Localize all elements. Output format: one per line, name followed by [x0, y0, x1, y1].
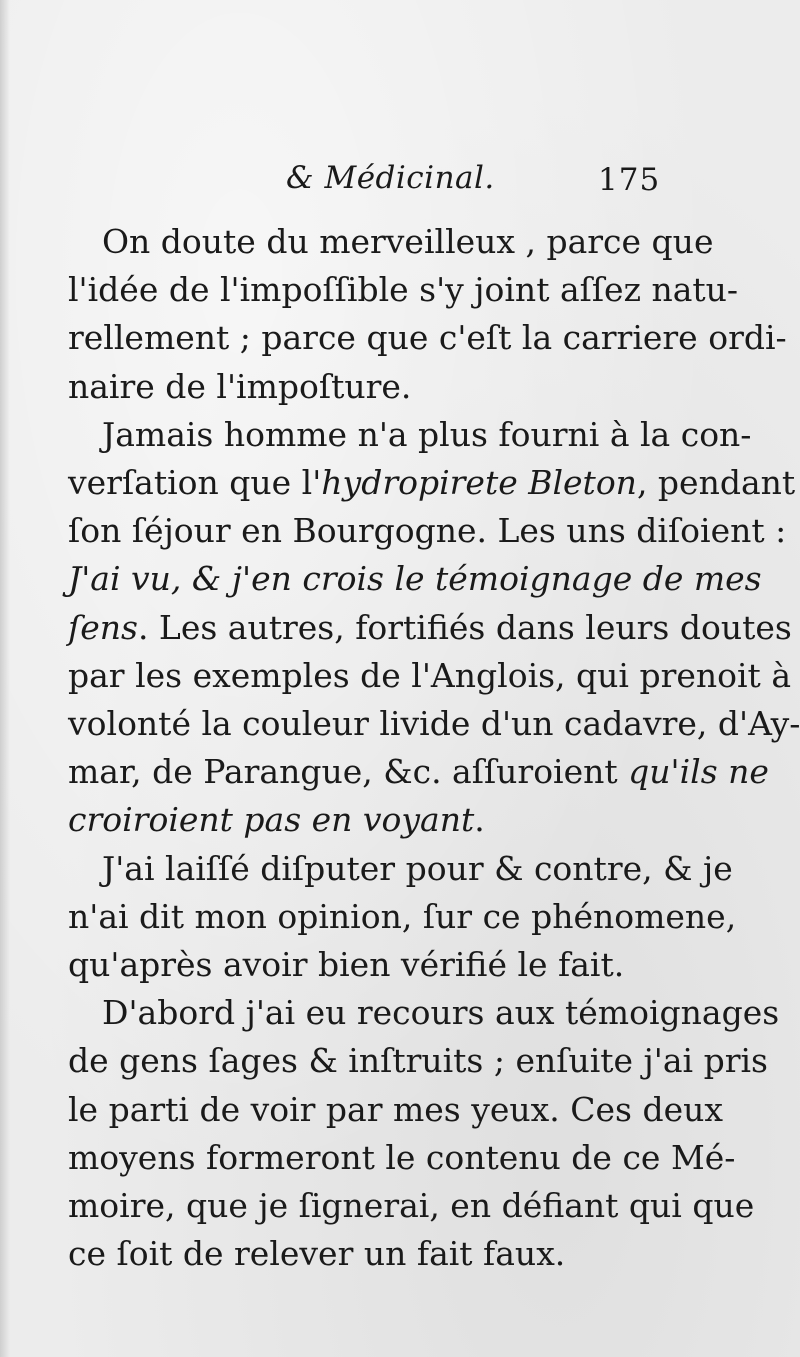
paragraph — [68, 411, 800, 845]
italic-text: J'ai vu, & j'en crois le témoignage de mes — [68, 559, 762, 599]
page-header — [0, 160, 800, 204]
text-line — [68, 893, 737, 941]
text-line — [68, 363, 656, 411]
body-text — [68, 218, 800, 1278]
paragraph — [68, 989, 780, 1278]
text-run: rellement ; parce que c'eſt la carriere ordi- — [68, 318, 787, 358]
text-line — [68, 652, 791, 700]
paragraph — [68, 845, 737, 990]
text-line — [68, 218, 714, 266]
text-run: volonté la couleur livide d'un cadavre, d'Ay- — [68, 704, 800, 744]
text-line — [68, 411, 752, 459]
text-run: n'ai dit mon opinion, ſur ce phénomene, — [68, 896, 737, 936]
text-run: , pendant — [636, 463, 796, 503]
text-run: J'ai laiſſé diſputer pour & contre, & je — [102, 848, 733, 888]
text-run: l'idée de l'impoſſible s'y joint aſſez natu- — [68, 270, 739, 310]
text-line — [68, 1086, 723, 1134]
text-line — [68, 459, 796, 507]
text-line — [68, 1230, 656, 1278]
text-line — [68, 266, 739, 314]
text-line — [68, 941, 656, 989]
text-run: D'abord j'ai eu recours aux témoignages — [102, 993, 780, 1033]
italic-text: hydropirete Bleton — [321, 463, 637, 503]
text-run: de gens ſages & inſtruits ; enſuite j'ai pris — [68, 1041, 768, 1081]
italic-text: croiroient pas en voyant — [68, 800, 475, 840]
text-run: ce ſoit de relever un fait faux. — [68, 1234, 566, 1274]
italic-text: qu'ils ne — [628, 752, 769, 792]
text-run: mar, de Parangue, &c. aſſuroient — [68, 752, 629, 792]
text-run: par les exemples de l'Anglois, qui prenoit à — [68, 655, 791, 695]
paragraph — [68, 218, 787, 411]
text-line — [68, 748, 769, 796]
text-run: On doute du merveilleux , parce que — [102, 222, 714, 261]
text-line — [68, 1134, 736, 1182]
text-line — [68, 555, 762, 603]
text-line — [68, 796, 656, 844]
text-run: naire de l'impoſture. — [68, 366, 412, 406]
text-run: qu'après avoir bien vérifié le fait. — [68, 945, 625, 985]
text-line — [68, 507, 787, 555]
text-line — [68, 604, 792, 652]
text-line — [68, 989, 780, 1037]
text-line — [68, 845, 733, 893]
text-run: moire, que je ſignerai, en défiant qui que — [68, 1186, 755, 1226]
running-title: & Médicinal. — [286, 160, 495, 196]
text-run: moyens formeront le contenu de ce Mé- — [68, 1137, 736, 1177]
text-run: ſon ſéjour en Bourgogne. Les uns diſoient : — [68, 511, 787, 551]
text-line — [68, 700, 800, 748]
italic-text: ſens — [68, 607, 138, 647]
text-run: . Les autres, fortifiés dans leurs doutes — [137, 607, 792, 647]
text-line — [68, 1182, 755, 1230]
text-line — [68, 1037, 768, 1085]
text-run: le parti de voir par mes yeux. Ces deux — [68, 1089, 723, 1129]
text-run: verſation que l' — [68, 463, 322, 503]
page-number: 175 — [598, 162, 661, 198]
text-run: Jamais homme n'a plus fourni à la con- — [102, 414, 752, 454]
text-line — [68, 314, 787, 362]
text-run: . — [474, 800, 485, 840]
